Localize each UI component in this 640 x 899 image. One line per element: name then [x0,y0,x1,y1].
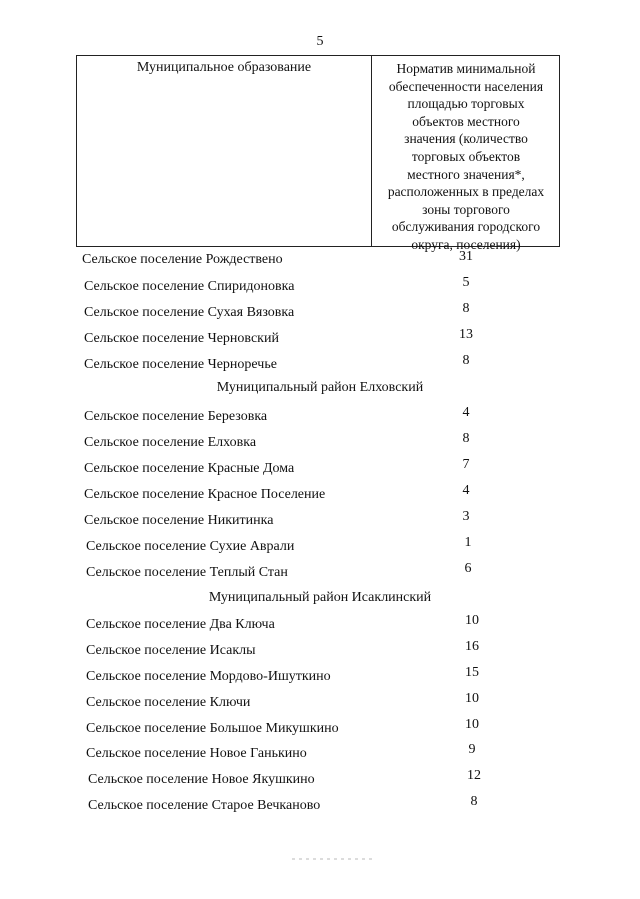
table-row-value: 16 [465,639,479,654]
table-row-name: Сельское поселение Мордово-Ишуткино [86,669,331,684]
header-norm-line: Норматив минимальной [396,61,536,76]
table-row-value: 8 [462,431,470,446]
table-row-name: Сельское поселение Черноречье [84,357,277,372]
table-row-value: 10 [465,613,479,628]
table-row-value: 4 [462,405,470,420]
header-norm-line: обеспеченности населения [388,78,544,94]
header-norm-line: обслуживания городского [391,219,541,235]
header-norm-line: округа, поселения) [411,236,521,252]
header-norm-line: значения (количество [404,131,528,147]
table-row-value: 5 [462,275,470,290]
table-row-name: Сельское поселение Сухие Аврали [86,539,295,554]
table-row-name: Сельское поселение Два Ключа [86,617,275,632]
header-column-divider [371,56,372,246]
district-heading: Муниципальный район Исаклинский [208,590,432,605]
table-row-value: 8 [470,794,478,809]
table-row-name: Сельское поселение Рождествено [82,252,283,267]
header-norm-line: площадью торговых [407,96,525,112]
table-row-name: Сельское поселение Березовка [84,409,268,424]
district-heading: Муниципальный район Елховский [216,380,424,395]
table-row-name: Сельское поселение Теплый Стан [86,565,288,580]
table-row-name: Сельское поселение Старое Вечканово [88,798,321,813]
table-row-value: 15 [465,665,479,680]
table-row-value: 4 [462,483,470,498]
table-row-name: Сельское поселение Новое Ганькино [86,746,307,761]
scan-artifact [292,858,372,860]
header-municipality-column: Муниципальное образование [136,60,312,75]
table-row-value: 12 [467,768,481,783]
table-row-value: 10 [465,691,479,706]
table-row-value: 9 [468,742,476,757]
page-number: 5 [316,34,324,49]
header-norm-column [373,60,559,254]
table-row-value: 6 [464,561,472,576]
table-row-value: 10 [465,717,479,732]
header-norm-line: торговых объектов [411,148,521,164]
header-norm-line: объектов местного [412,113,520,129]
table-header [76,55,560,252]
table-row-value: 13 [459,327,473,342]
header-norm-line: расположенных в пределах [387,184,545,200]
table-row-name: Сельское поселение Ключи [86,695,251,710]
table-row-value: 1 [464,535,472,550]
header-norm-line: местного значения*, [407,166,525,182]
header-norm-line: зоны торгового [422,201,510,217]
table-row-name: Сельское поселение Никитинка [84,513,274,528]
table-row-name: Сельское поселение Большое Микушкино [86,721,339,736]
table-row-name: Сельское поселение Черновский [84,331,279,346]
table-row-name: Сельское поселение Красные Дома [84,461,295,476]
table-row-value: 7 [462,457,470,472]
table-row-name: Сельское поселение Спиридоновка [84,279,295,294]
table-row-value: 31 [459,249,473,264]
table-row-name: Сельское поселение Новое Якушкино [88,772,315,787]
table-row-name: Сельское поселение Елховка [84,435,257,450]
table-row-name: Сельское поселение Исаклы [86,643,256,658]
table-row-value: 3 [462,509,470,524]
table-row-name: Сельское поселение Сухая Вязовка [84,305,295,320]
table-row-name: Сельское поселение Красное Поселение [84,487,326,502]
table-row-value: 8 [462,353,470,368]
table-row-value: 8 [462,301,470,316]
